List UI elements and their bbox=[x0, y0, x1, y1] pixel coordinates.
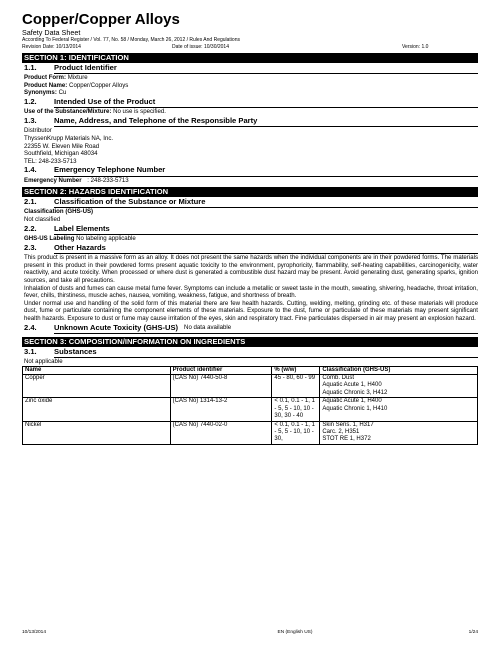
product-name: Product Name: Copper/Copper Alloys bbox=[24, 81, 129, 89]
subsection-2-3: 2.3. Other Hazards bbox=[22, 243, 478, 255]
issue-date: Date of issue: 10/30/2014 bbox=[172, 43, 229, 50]
ghs-labeling: GHS-US Labeling No labeling applicable bbox=[24, 235, 136, 243]
document-subtitle: Safety Data Sheet bbox=[22, 28, 81, 37]
subsection-3-1: 3.1. Substances bbox=[22, 347, 478, 359]
sds-page bbox=[22, 12, 478, 445]
product-identifier: (CAS No) 7440-50-8 bbox=[170, 375, 272, 398]
distributor-label: Distributor bbox=[24, 127, 52, 135]
section-1-header: SECTION 1: IDENTIFICATION bbox=[22, 53, 478, 63]
section-2-header: SECTION 2: HAZARDS IDENTIFICATION bbox=[22, 187, 478, 197]
classification-label: Classification (GHS-US) bbox=[24, 208, 94, 216]
telephone: TEL: 248-233-5713 bbox=[24, 157, 77, 165]
column-header: Name bbox=[23, 366, 171, 374]
percentage: < 0.1, 0.1 - 1, 1 - 5, 5 - 10, 10 - 30, 30 - 40 bbox=[272, 398, 320, 421]
footer-date: 10/13/2014 bbox=[22, 630, 47, 635]
ingredient-name: Zinc oxide bbox=[23, 398, 171, 421]
section-3-header: SECTION 3: COMPOSITION/INFORMATION ON INGREDIENTS bbox=[22, 337, 478, 347]
classification: Skin Sens. 1, H317 Carc. 2, H351 STOT RE 1, H372 bbox=[320, 421, 478, 444]
hazard-paragraph: Under normal use and handling of the solid form of this material there are few health hazards. Cutting, welding, melting, grinding etc. of these materials will produce dust, fume or particulate containing the component elements of these materials. Exposure to the dust, fume or particulate of these materials may present significant health hazards. Exposure to dust or fume may cause irritation of the eyes, skin and respiratory tract. Fine particulates dispersed in air may present an explosion hazard. bbox=[24, 299, 478, 322]
intended-use: Use of the Substance/Mixture: No use is specified. bbox=[24, 108, 166, 116]
footer-language: EN (English US) bbox=[277, 630, 313, 635]
subsection-number: 1.1. bbox=[24, 62, 37, 72]
ingredient-name: Nickel bbox=[23, 421, 171, 444]
product-identifier: (CAS No) 1314-13-2 bbox=[170, 398, 272, 421]
subsection-1-3: 1.3. Name, Address, and Telephone of the Responsible Party bbox=[22, 116, 478, 128]
subsection-2-2: 2.2. Label Elements bbox=[22, 224, 478, 236]
page-footer bbox=[22, 630, 478, 635]
subsection-title: Product Identifier bbox=[54, 62, 117, 72]
document-title: Copper/Copper Alloys bbox=[22, 11, 180, 28]
table-row bbox=[23, 375, 478, 398]
company-name: ThyssenKrupp Materials NA, Inc. bbox=[24, 134, 114, 142]
revision-date: Revision Date: 10/13/2014 bbox=[22, 43, 81, 50]
subsection-1-4: 1.4. Emergency Telephone Number bbox=[22, 165, 478, 177]
not-classified: Not classified bbox=[24, 216, 61, 224]
regulation-line: According To Federal Register / Vol. 77, No. 58 / Monday, March 26, 2012 / Rules And Regulations bbox=[22, 37, 240, 43]
classification: Aquatic Acute 1, H400 Aquatic Chronic 1, H410 bbox=[320, 398, 478, 421]
subsection-2-1: 2.1. Classification of the Substance or Mixture bbox=[22, 197, 478, 209]
ingredient-name: Copper bbox=[23, 375, 171, 398]
column-header: Product identifier bbox=[170, 366, 272, 374]
subsection-2-4: 2.4. Unknown Acute Toxicity (GHS-US) No data available bbox=[22, 323, 478, 335]
column-header: Classification (GHS-US) bbox=[320, 366, 478, 374]
emergency-number: Emergency Number : 248-233-5713 bbox=[24, 176, 129, 184]
product-form: Product Form: Mixture bbox=[24, 74, 88, 81]
city-address: Southfield, Michigan 48034 bbox=[24, 150, 98, 158]
table-header-row bbox=[23, 366, 478, 374]
version: Version: 1.0 bbox=[402, 43, 429, 50]
revision-row bbox=[22, 44, 478, 51]
subsection-1-1 bbox=[22, 63, 478, 75]
product-identifier: (CAS No) 7440-02-0 bbox=[170, 421, 272, 444]
table-row bbox=[23, 398, 478, 421]
page-number: 1/24 bbox=[468, 630, 478, 635]
hazard-paragraph: This product is present in a massive form as an alloy. It does not present the same hazards when the individual components are in their powdered forms. The materials present in this product in their powdered forms present aquatic toxicity to the environment, pyrophoricity, flammability, self-heating capabilities, carcinogenicity, water reactivity, and acute toxicity. When processed or where dust is generated a combustible dust hazard may be present. Avoid generating dust, generating sparks, ignition sources, and take all precautions. bbox=[24, 254, 478, 284]
column-header: % (w/w) bbox=[272, 366, 320, 374]
not-applicable: Not applicable bbox=[24, 358, 63, 366]
classification: Comb. Dust Aquatic Acute 1, H400 Aquatic Chronic 3, H412 bbox=[320, 375, 478, 398]
ingredients-table bbox=[22, 366, 478, 445]
synonyms: Synonyms: Cu bbox=[24, 89, 67, 97]
percentage: < 0.1, 0.1 - 1, 1 - 5, 5 - 10, 10 - 30, bbox=[272, 421, 320, 444]
subsection-1-2: 1.2. Intended Use of the Product bbox=[22, 97, 478, 109]
hazard-paragraph: Inhalation of dusts and fumes can cause metal fume fever. Symptoms can include a metallic or sweet taste in the mouth, sweating, shivering, headache, throat irritation, fever, chills, thirstiness, muscle aches, nausea, vomiting, weakness, fatigue, and shortness of breath. bbox=[24, 284, 478, 300]
table-row bbox=[23, 421, 478, 444]
street-address: 22355 W. Eleven Mile Road bbox=[24, 142, 100, 150]
percentage: 45 - 80, 60 - 99 bbox=[272, 375, 320, 398]
